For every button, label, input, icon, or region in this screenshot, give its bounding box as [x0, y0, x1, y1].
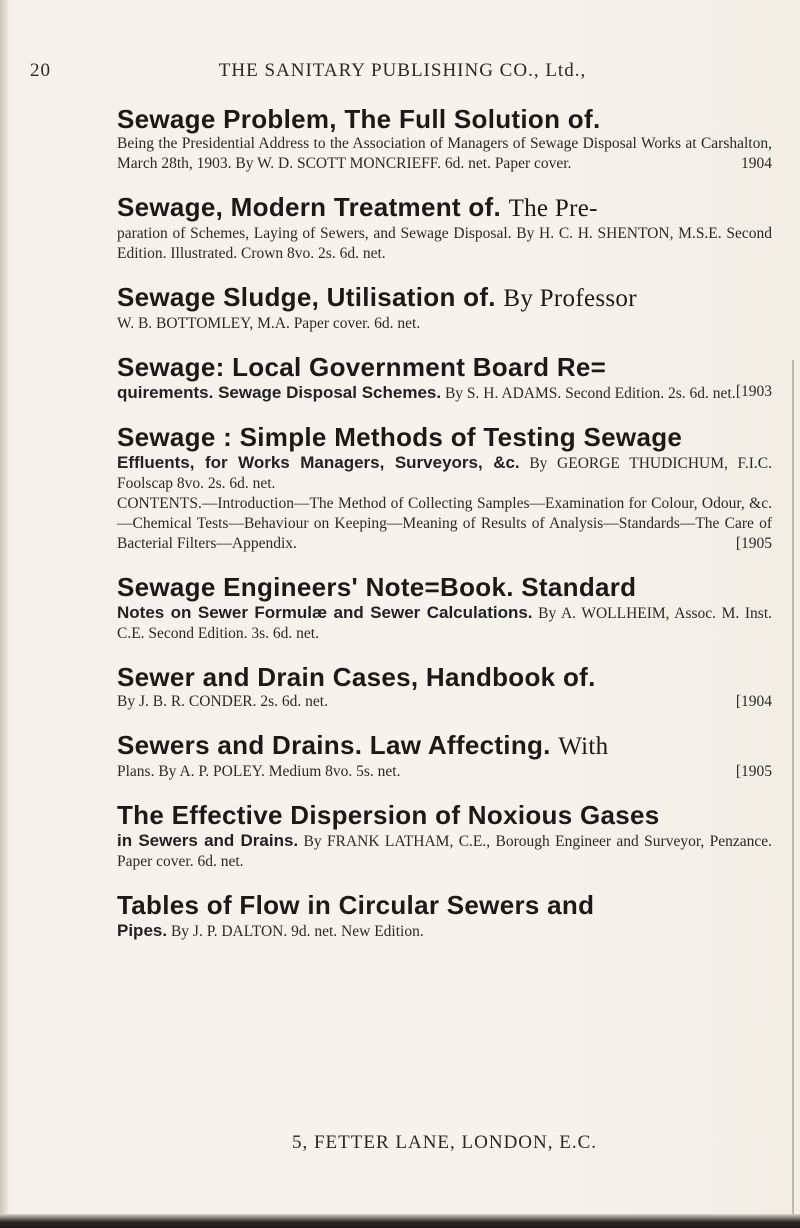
entry-title: Tables of Flow in Circular Sewers and: [117, 890, 595, 920]
entry-description: By J. P. DALTON. 9d. net. New Edition.: [170, 923, 424, 940]
entry-description: By A. WOLLHEIM, Assoc. M. Inst. C.E. Second Edition. 3s. 6d. net.: [117, 605, 773, 642]
entry-description: By S. H. ADAMS. Second Edition. 2s. 6d. net.: [444, 385, 736, 402]
entry-contents: [117, 494, 772, 554]
entry-description: Being the Presidential Address to the Association of Managers of Sewage Disposal Works at Carshalton, March 28th, 1903. By W. D. SCOTT MONCRIEFF. 6d. net. Paper cover.: [117, 135, 772, 172]
entry-year: [1903: [735, 383, 772, 400]
entry-subtitle: Effluents, for Works Managers, Surveyors, &c.: [117, 453, 520, 472]
catalogue-entry: [117, 192, 772, 264]
entry-title-line: [117, 282, 772, 314]
entry-description: W. B. BOTTOMLEY, M.A. Paper cover. 6d. net.: [117, 315, 421, 332]
entry-title: The Effective Dispersion of Noxious Gases: [117, 800, 660, 830]
entry-description: paration of Schemes, Laying of Sewers, and Sewage Disposal. By H. C. H. SHENTON, M.S.E. Second Edition. Illustrated. Crown 8vo. 2s. 6d. net.: [117, 225, 772, 262]
entry-details: [117, 830, 772, 872]
catalogue-entry: [117, 890, 772, 942]
entry-title: Sewage : Simple Methods of Testing Sewage: [117, 422, 683, 452]
entry-details: [117, 692, 772, 712]
entry-subtitle: quirements. Sewage Disposal Schemes.: [117, 383, 442, 402]
catalogue-entry: [117, 572, 772, 644]
catalogue-entry: [117, 800, 772, 872]
entry-contents-text: CONTENTS.—Introduction—The Method of Collecting Samples—Examination for Colour, Odour, &c.—Chemical Tests—Behaviour on Keeping—Meaning of Results of Analysis—Standards—The Care of Bacterial Filters—Appendix.: [117, 495, 772, 552]
entry-details: [117, 382, 772, 404]
entry-title: Sewers and Drains. Law Affecting.: [117, 730, 551, 760]
page-edge-rule: [792, 360, 794, 1220]
page-bottom-edge: [0, 1214, 800, 1228]
entry-title-tail: By Professor: [503, 285, 637, 312]
entry-details: [117, 920, 772, 942]
entry-details: [117, 762, 772, 782]
page-number: 20: [30, 60, 51, 81]
publisher-imprint: 5, FETTER LANE, LONDON, E.C.: [291, 1132, 598, 1153]
entry-details: [117, 602, 772, 644]
entry-description: By J. B. R. CONDER. 2s. 6d. net.: [117, 693, 328, 710]
entry-subtitle: in Sewers and Drains.: [117, 831, 299, 850]
catalogue-entry: [117, 730, 772, 782]
catalogue-entry: [117, 104, 772, 174]
entry-year: [1904: [735, 693, 772, 710]
entry-subtitle: Notes on Sewer Formulæ and Sewer Calculations.: [117, 603, 533, 622]
entry-title: Sewage: Local Government Board Re=: [117, 352, 607, 382]
entry-title: Sewage Problem, The Full Solution of.: [117, 104, 601, 134]
entry-title: Sewer and Drain Cases, Handbook of.: [117, 662, 596, 692]
catalogue-entry: [117, 282, 772, 334]
entry-description: Plans. By A. P. POLEY. Medium 8vo. 5s. net.: [117, 763, 401, 780]
entry-details: [117, 452, 772, 494]
entry-subtitle: Pipes.: [117, 921, 168, 940]
catalogue-entry: [117, 352, 772, 404]
entry-title: Sewage Engineers' Note=Book. Standard: [117, 572, 637, 602]
entry-year: 1904: [741, 155, 772, 172]
catalogue-list: [117, 104, 772, 960]
entry-title-tail: With: [558, 733, 609, 760]
entry-year: [1905: [735, 763, 772, 780]
catalogue-entry: [117, 422, 772, 554]
entry-description: By FRANK LATHAM, C.E., Borough Engineer and Surveyor, Penzance. Paper cover. 6d. net.: [117, 833, 773, 870]
entry-title-line: [117, 730, 772, 762]
entry-title: Sewage Sludge, Utilisation of.: [117, 282, 496, 312]
catalogue-entry: [117, 662, 772, 712]
running-head: THE SANITARY PUBLISHING CO., Ltd.,: [218, 60, 587, 81]
page-spine-shadow: [0, 0, 8, 1228]
entry-title-tail: The Pre-: [508, 195, 598, 222]
entry-title: Sewage, Modern Treatment of.: [117, 192, 502, 222]
entry-description: By GEORGE THUDICHUM, F.I.C. Foolscap 8vo. 2s. 6d. net.: [117, 455, 773, 492]
entry-year: [1905: [735, 535, 772, 552]
entry-details: [117, 134, 772, 174]
entry-title-line: [117, 192, 772, 224]
